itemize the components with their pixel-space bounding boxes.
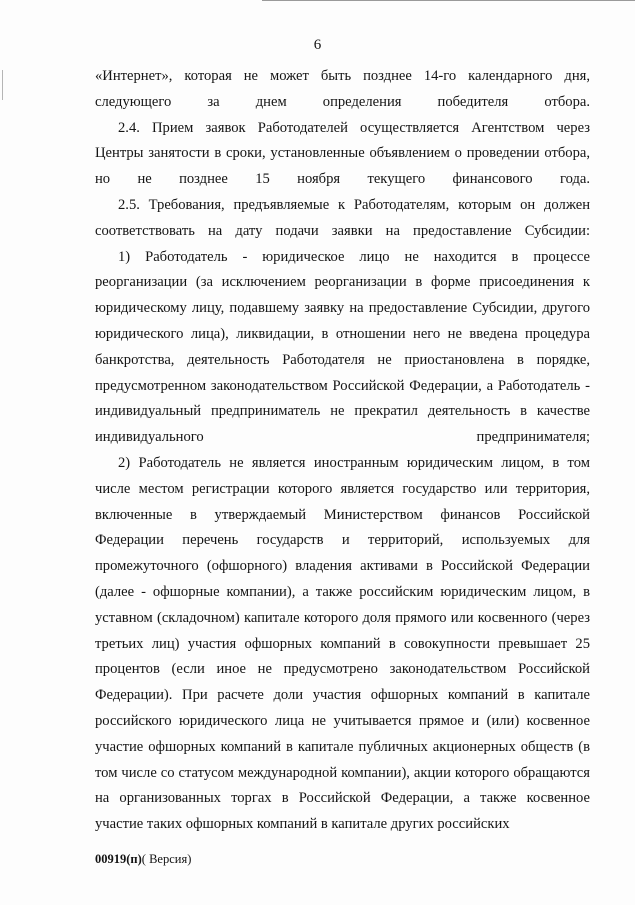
paragraph-continuation xyxy=(95,64,590,116)
paragraph-2-5 xyxy=(95,193,590,245)
text-line: участие офшорных компаний в капитале публичных акционерных обществ (в xyxy=(95,738,590,755)
text-line: 2) Работодатель не является иностранным юридическим лицом, в том xyxy=(118,454,590,471)
top-edge-rule xyxy=(262,0,635,1)
text-line: Федерации перечень государств и территорий, используемых для xyxy=(95,532,590,549)
text-line: юридического лица), ликвидации, в отношении него не введена процедура xyxy=(95,325,590,342)
text-line: следующего за днем определения победителя отбора. xyxy=(95,93,590,110)
text-line: (далее - офшорные компании), а также российским юридическим лицом, в xyxy=(95,583,590,600)
paragraph-2-4 xyxy=(95,116,590,193)
text-line: косвенное участие таких офшорных компаний в капитале других российских xyxy=(95,790,590,833)
page-number: 6 xyxy=(313,37,322,53)
text-line: обращаются на организованных торгах в Российской Федерации, а также xyxy=(95,764,590,807)
text-line: российского юридического лица не учитывается прямое и (или) косвенное xyxy=(95,712,590,729)
text-line: соответствовать на дату подачи заявки на предоставление Субсидии: xyxy=(95,222,590,239)
text-line: - индивидуальный предприниматель не прекратил деятельность в качестве xyxy=(95,377,591,420)
text-line: 2.4. Прием заявок Работодателей осуществляется Агентством через xyxy=(118,119,590,136)
text-line: третьих лиц) участия офшорных компаний в совокупности превышает 25 xyxy=(95,635,590,652)
text-line: 1) Работодатель - юридическое лицо не находится в процессе xyxy=(118,248,590,265)
text-line: числе местом регистрации которого является государство или территория, xyxy=(95,480,590,497)
document-footer xyxy=(95,851,191,867)
paragraph-item-1 xyxy=(95,245,590,451)
text-line: реорганизации (за исключением реорганизации в форме присоединения к xyxy=(95,274,590,291)
text-line: уставном (складочном) капитале которого доля прямого или косвенного (через xyxy=(95,609,590,626)
text-line: индивидуального предпринимателя; xyxy=(95,429,590,446)
paragraph-item-2 xyxy=(95,451,590,838)
document-body xyxy=(95,64,590,838)
text-line: том числе со статусом международной компании), акции которого xyxy=(95,764,510,781)
text-line: включенные в утверждаемый Министерством финансов Российской xyxy=(95,506,590,523)
text-line: банкротства, деятельность Работодателя не приостановлена в порядке, xyxy=(95,351,590,368)
text-line: промежуточного (офшорного) владения активами в Российской Федерации xyxy=(95,558,590,575)
text-line: предусмотренном законодательством Российской Федерации, а Работодатель xyxy=(95,377,581,394)
text-line: юридическому лицу, подавшему заявку на предоставление Субсидии, другого xyxy=(95,300,590,317)
scan-margin-mark xyxy=(2,70,3,100)
footer-version: ( Версия) xyxy=(141,852,192,866)
text-line: процентов (если иное не предусмотрено законодательством Российской xyxy=(95,661,590,678)
text-line: но не позднее 15 ноября текущего финансового года. xyxy=(95,171,590,188)
footer-document-code: 00919(п) xyxy=(95,852,142,866)
text-line: «Интернет», которая не может быть позднее 14-го календарного дня, xyxy=(95,68,590,84)
text-line: 2.5. Требования, предъявляемые к Работодателям, которым он должен xyxy=(118,196,590,213)
text-line: Федерации). При расчете доли участия офшорных компаний в капитале xyxy=(95,687,590,704)
text-line: Центры занятости в сроки, установленные объявлением о проведении отбора, xyxy=(95,145,590,162)
